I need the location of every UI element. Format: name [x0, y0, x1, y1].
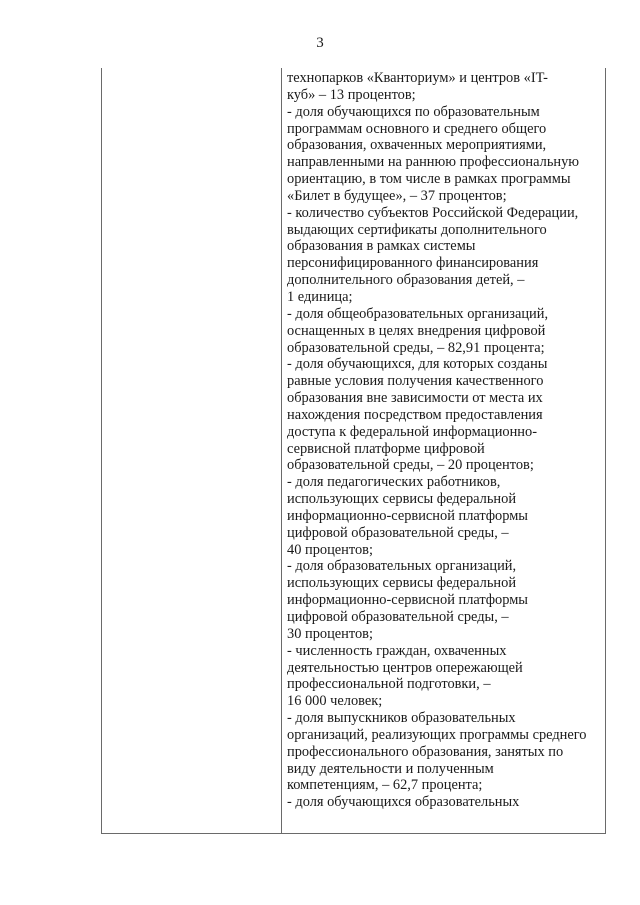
text-line: ориентацию, в том числе в рамках программы [287, 171, 571, 188]
text-line: организаций, реализующих программы среднего [287, 726, 587, 743]
text-line: «Билет в будущее», – 37 процентов; [287, 187, 507, 204]
text-line: - доля образовательных организаций, [287, 558, 517, 575]
text-line: информационно-сервисной платформы [287, 592, 528, 609]
text-line: программам основного и среднего общего [287, 120, 547, 137]
text-line: цифровой образовательной среды, – [287, 609, 509, 625]
text-line: 16 000 человек; [287, 693, 383, 710]
text-line: информационно-сервисной платформы [287, 507, 528, 524]
text-line: - доля обучающихся образовательных [287, 794, 520, 811]
text-line: деятельностью центров опережающей [287, 659, 523, 676]
text-line: компетенциям, – 62,7 процента; [287, 777, 483, 794]
text-line: - доля выпускников образовательных [287, 710, 516, 727]
text-line: - доля общеобразовательных организаций, [287, 305, 549, 322]
text-line: - доля обучающихся по образовательным [287, 103, 540, 120]
column-divider [281, 68, 282, 833]
text-line: доступа к федеральной информационно- [287, 423, 537, 440]
text-line: куб» – 13 процентов; [287, 86, 416, 103]
text-line: - численность граждан, охваченных [287, 642, 507, 659]
text-line: использующих сервисы федеральной [287, 575, 517, 592]
text-line: профессионального образования, занятых по [287, 743, 564, 760]
text-line: персонифицированного финансирования [287, 255, 539, 272]
text-line: образовательной среды, – 20 процентов; [287, 457, 534, 474]
text-line: - доля педагогических работников, [287, 474, 501, 491]
text-line: дополнительного образования детей, – [287, 272, 525, 289]
page-number: 3 [316, 35, 324, 51]
text-line: - количество субъектов Российской Федерации, [287, 204, 579, 221]
text-line: образования вне зависимости от места их [287, 390, 543, 407]
text-line: 30 процентов; [287, 625, 373, 642]
document-table [101, 68, 606, 834]
text-line: профессиональной подготовки, – [287, 676, 491, 693]
table-left-cell [102, 68, 281, 833]
text-line: использующих сервисы федеральной [287, 491, 517, 508]
text-line: образования в рамках системы [287, 238, 476, 255]
text-line: направленными на раннюю профессиональную [287, 154, 580, 171]
text-line: сервисной платформе цифровой [287, 440, 485, 457]
text-line: образования, охваченных мероприятиями, [287, 137, 547, 154]
text-line: образовательной среды, – 82,91 процента; [287, 339, 545, 356]
text-line: нахождения посредством предоставления [287, 406, 543, 423]
text-line: виду деятельности и полученным [287, 760, 494, 777]
text-line: 40 процентов; [287, 541, 373, 558]
table-right-cell [287, 70, 603, 811]
text-line: 1 единица; [287, 288, 353, 305]
text-line: выдающих сертификаты дополнительного [287, 221, 547, 238]
text-line: оснащенных в целях внедрения цифровой [287, 322, 546, 339]
text-line: технопарков «Кванториум» и центров «IT- [287, 70, 548, 86]
text-line: цифровой образовательной среды, – [287, 524, 509, 541]
text-line: - доля обучающихся, для которых созданы [287, 356, 548, 373]
text-line: равные условия получения качественного [287, 373, 544, 390]
